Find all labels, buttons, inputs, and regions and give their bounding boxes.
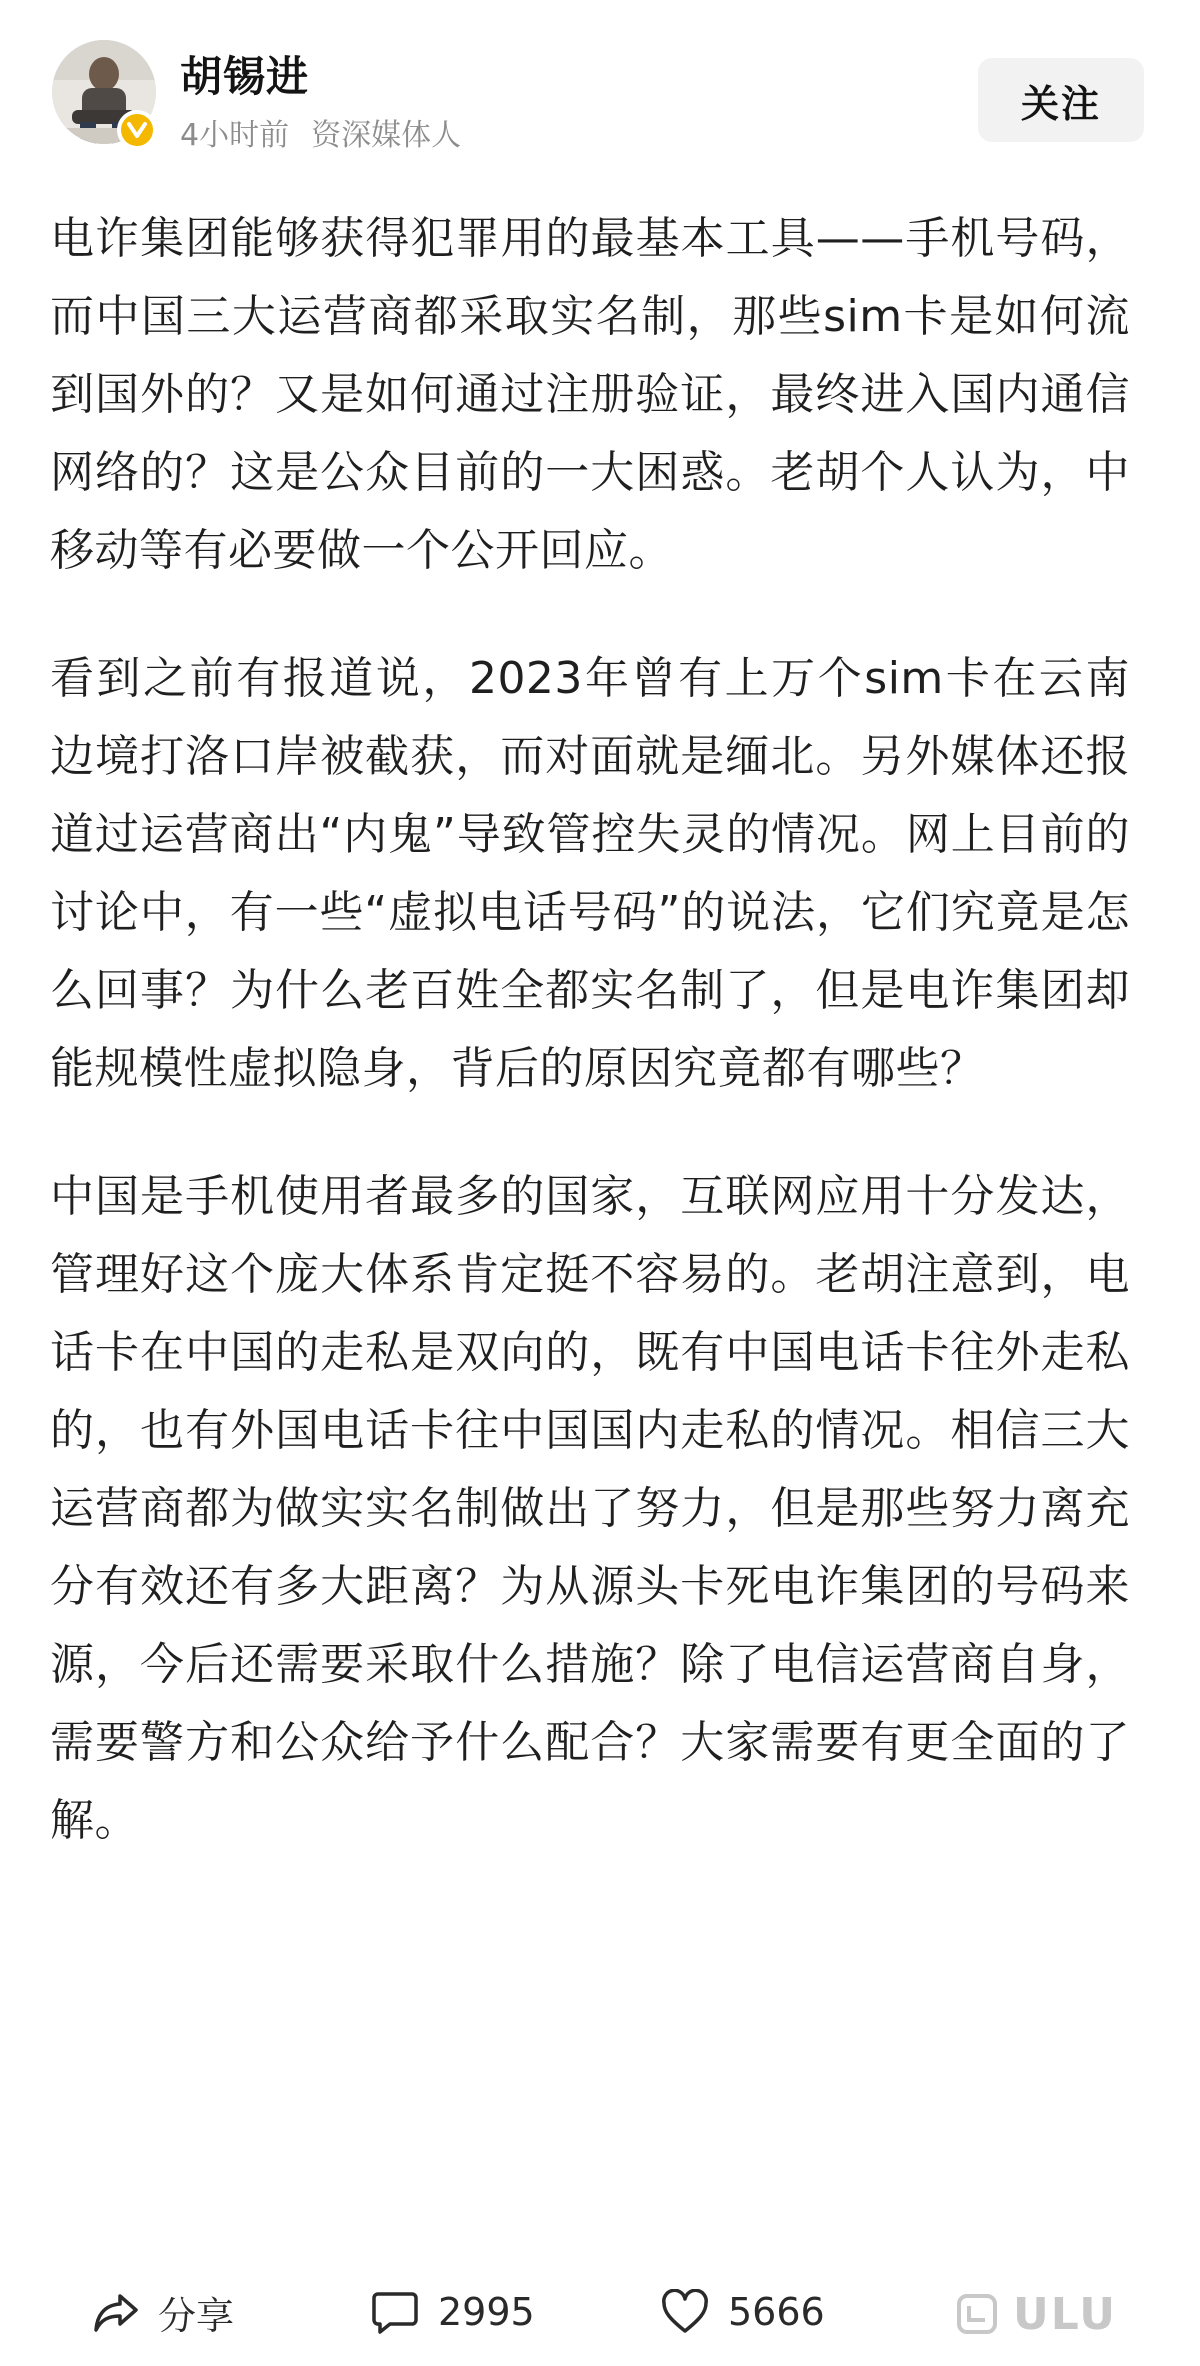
follow-button[interactable]: 关注 [978,58,1144,142]
article-body [50,200,1130,2240]
article-paragraph: 电诈集团能够获得犯罪用的最基本工具——手机号码，而中国三大运营商都采取实名制，那些sim卡是如何流到国外的？又是如何通过注册验证，最终进入国内通信网络的？这是公众目前的一大困惑。老胡个人认为，中移动等有必要做一个公开回应。 [50,213,1130,576]
post-time: 4小时前 [180,118,290,153]
comment-count: 2995 [438,2290,535,2334]
like-count: 5666 [728,2290,825,2334]
heart-icon [660,2289,710,2335]
post-header [0,0,1200,170]
comment-button[interactable] [370,2282,535,2342]
brand-mark: ULU [1013,2288,1117,2340]
author-name[interactable]: 胡锡进 [180,52,310,101]
share-button[interactable] [92,2282,234,2342]
action-bar [0,2240,1200,2366]
verified-badge-icon [117,110,157,150]
brand-watermark [955,2286,1117,2342]
author-meta [180,110,461,154]
comment-icon [370,2288,420,2336]
brand-logo-icon [955,2292,999,2336]
share-label: 分享 [158,2293,235,2338]
article-paragraph: 看到之前有报道说，2023年曾有上万个sim卡在云南边境打洛口岸被截获，而对面就是缅北。另外媒体还报道过运营商出“内鬼”导致管控失灵的情况。网上目前的讨论中，有一些“虚拟电话号码”的说法，它们究竟是怎么回事？为什么老百姓全都实名制了，但是电诈集团却能规模性虚拟隐身，背后的原因究竟都有哪些？ [50,653,1130,1094]
author-title: 资深媒体人 [311,118,462,153]
share-icon [92,2288,140,2336]
article-paragraph: 中国是手机使用者最多的国家，互联网应用十分发达，管理好这个庞大体系肯定挺不容易的。老胡注意到，电话卡在中国的走私是双向的，既有中国电话卡往外走私的，也有外国电话卡往中国国内走私的情况。相信三大运营商都为做实实名制做出了努力，但是那些努力离充分有效还有多大距离？为从源头卡死电诈集团的号码来源，今后还需要采取什么措施？除了电信运营商自身，需要警方和公众给予什么配合？大家需要有更全面的了解。 [50,1171,1130,1846]
like-button[interactable] [660,2282,825,2342]
